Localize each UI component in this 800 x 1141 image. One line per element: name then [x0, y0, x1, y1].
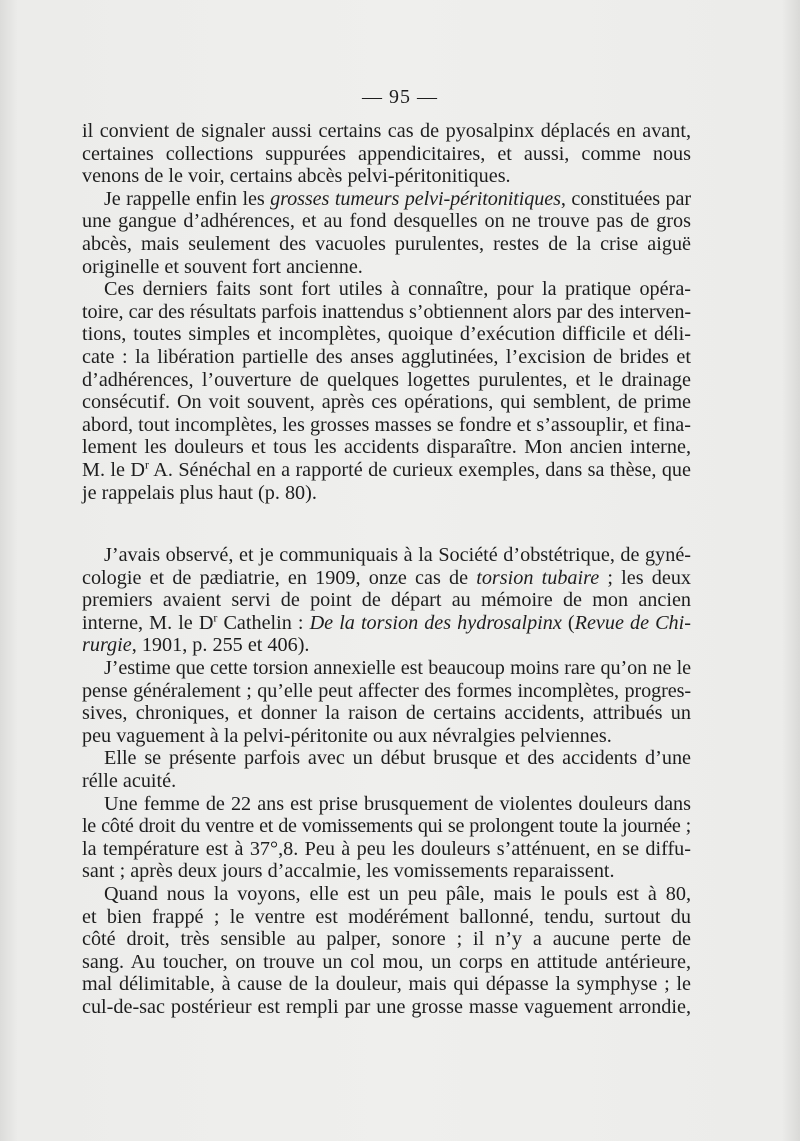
text-line: venons de le voir, certains abcès pelvi-péritonitiques. [82, 165, 511, 188]
text-run: , constituées par [560, 187, 691, 210]
text-line: mal délimitable, à cause de la douleur, mais qui dépasse la symphyse ; le [82, 973, 691, 996]
text-line: J’estime que cette torsion annexielle est beaucoup moins rare qu’on ne le [104, 656, 691, 679]
text-line: peu vaguement à la pelvi-péritonite ou aux névralgies pelviennes. [82, 724, 612, 747]
paragraph-3 [82, 278, 691, 504]
text-run: interne, M. le D [82, 611, 214, 634]
italic-term: grosses tumeurs pelvi-péritonitiques [270, 187, 561, 210]
page-number: — 95 — [362, 86, 438, 108]
text-run: M. le D [82, 458, 145, 481]
text-line: il convient de signaler aussi certains cas de pyosalpinx déplacés en avant, [82, 120, 691, 142]
text-line: sang. Au toucher, on trouve un col mou, un corps en attitude antérieure, [82, 950, 691, 973]
text-line [82, 188, 691, 211]
text-line: Elle se présente parfois avec un début brusque et des accidents d’une [104, 747, 691, 770]
text-line: originelle et souvent fort ancienne. [82, 255, 363, 278]
text-line: Quand nous la voyons, elle est un peu pâle, mais le pouls est à 80, [104, 882, 691, 905]
text-line [82, 634, 691, 657]
text-line: certaines collections suppurées appendicitaires, et aussi, comme nous [82, 142, 691, 165]
italic-title: De la torsion des hydrosalpinx [309, 611, 562, 634]
text-line: premiers avaient servi de point de départ au mémoire de mon ancien [82, 589, 691, 612]
text-line: le côté droit du ventre et de vomissements qui se prolongent toute la journée ; [82, 815, 691, 838]
text-run: , 1901, p. 255 et 406). [131, 634, 310, 657]
italic-journal: Revue de Chi- [574, 611, 691, 634]
text-line: tions, toutes simples et incomplètes, quoique d’exécution difficile et déli- [82, 323, 691, 346]
text-line [82, 567, 691, 590]
text-run: ; les deux [599, 566, 692, 589]
paragraph-2 [82, 188, 691, 278]
text-line: d’adhérences, l’ouverture de quelques logettes purulentes, et le drainage [82, 368, 691, 391]
text-line: cate : la libération partielle des anses agglutinées, l’excision de brides et [82, 345, 691, 368]
text-line: côté droit, très sensible au palper, sonore ; il n’y a aucune perte de [82, 928, 691, 951]
text-line: abord, tout incomplètes, les grosses masses se fondre et s’assouplir, et fina- [82, 413, 691, 436]
text-line: pense généralement ; qu’elle peut affecter des formes incomplètes, progres- [82, 679, 691, 702]
text-run: Je rappelle enfin les [104, 187, 271, 210]
superscript: r [213, 610, 218, 625]
paragraph-8 [82, 883, 691, 1019]
text-line: Ces derniers faits sont fort utiles à connaître, pour la pratique opéra- [104, 278, 691, 301]
text-line: lement les douleurs et tous les accidents disparaître. Mon ancien interne, [82, 436, 691, 459]
paragraph-7 [82, 793, 691, 883]
text-line: et bien frappé ; le ventre est modérément ballonné, tendu, surtout du [82, 905, 691, 928]
text-run: ( [561, 611, 575, 634]
text-line: je rappelais plus haut (p. 80). [82, 481, 317, 504]
section-1 [82, 120, 691, 504]
text-line [82, 459, 691, 482]
text-line: toire, car des résultats parfois inattendus s’obtiennent alors par des interven- [82, 300, 691, 323]
text-line: consécutif. On voit souvent, après ces opérations, qui semblent, de prime [82, 391, 691, 414]
text-line: sives, chroniques, et donner la raison de certains accidents, attribués un [82, 702, 691, 725]
text-line: cul-de-sac postérieur est rempli par une grosse masse vaguement arrondie, [82, 995, 691, 1018]
text-line: abcès, mais seulement des vacuoles purulentes, restes de la crise aiguë [82, 232, 691, 255]
text-line: une gangue d’adhérences, et au fond desquelles on ne trouve pas de gros [82, 210, 691, 233]
text-run: A. Sénéchal en a rapporté de curieux exemples, dans sa thèse, que [148, 458, 691, 481]
text-line: sant ; après deux jours d’accalmie, les vomissements reparaissent. [82, 860, 615, 883]
text-run: Cathelin : [217, 611, 310, 634]
text-run: cologie et de pædiatrie, en 1909, onze cas de [82, 566, 477, 589]
paragraph-4 [82, 544, 691, 657]
text-line: rélle acuité. [82, 769, 177, 792]
paragraph-5 [82, 657, 691, 747]
paragraph-1 [82, 120, 691, 188]
text-line: la température est à 37°,8. Peu à peu les douleurs s’atténuent, en se diffu- [82, 837, 691, 860]
text-line: Une femme de 22 ans est prise brusquement de violentes douleurs dans [104, 792, 691, 815]
text-line: J’avais observé, et je communiquais à la Société d’obstétrique, de gyné- [104, 544, 691, 566]
italic-term: torsion tubaire [476, 566, 600, 589]
italic-journal: rurgie [82, 634, 132, 657]
text-line [82, 612, 691, 635]
superscript: r [144, 457, 149, 472]
paragraph-6 [82, 747, 691, 792]
section-2 [82, 544, 691, 1018]
